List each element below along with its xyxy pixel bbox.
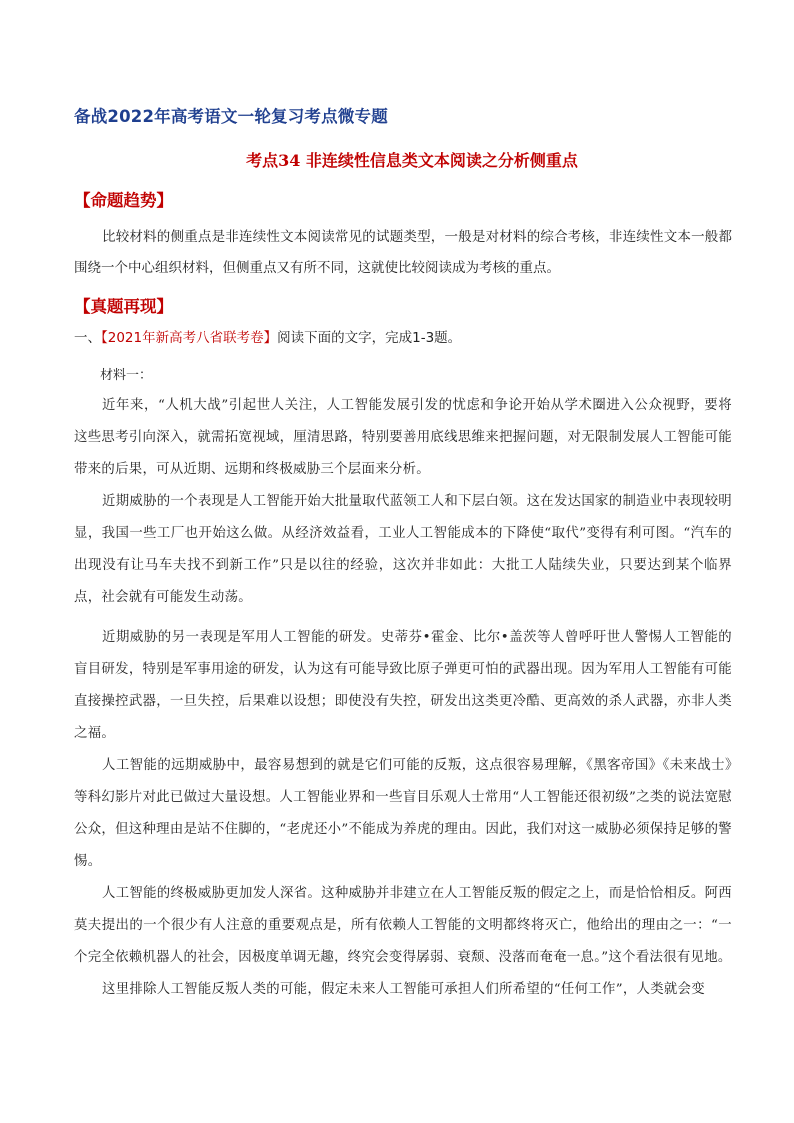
real-heading: 【真题再现】 [74,297,173,316]
paragraph: 人工智能的终极威胁更加发人深省。这种威胁并非建立在人工智能反叛的假定之上，而是恰恰相反。阿西莫夫提出的一个很少有人注意的重要观点是，所有依赖人工智能的文明都终将灭亡，他给出的理由之一：“一个完全依赖机器人的社会，因极度单调无趣，终究会变得孱弱、衰颓、没落而奄奄一息。”这个看法很有见地。 [74,886,732,965]
material-body [74,390,732,1006]
paragraph: 近期威胁的一个表现是人工智能开始大批量取代蓝领工人和下层白领。这在发达国家的制造业中表现较明显，我国一些工厂也开始这么做。从经济效益看，工业人工智能成本的下降使“取代”变得有利可图。“汽车的出现没有让马车夫找不到新工作”只是以往的经验，这次并非如此：大批工人陆续失业，只要达到某个临界点，社会就有可能发生动荡。 [74,494,732,605]
question-source: 【2021年新高考八省联考卷】 [101,330,278,346]
topic-title: 考点34 非连续性信息类文本阅读之分析侧重点 [246,151,578,170]
trend-text: 比较材料的侧重点是非连续性文本阅读常见的试题类型，一般是对材料的综合考核，非连续性文本一般都围绕一个中心组织材料，但侧重点又有所不同，这就使比较阅读成为考核的重点。 [74,229,732,276]
paragraph: 近期威胁的另一表现是军用人工智能的研发。史蒂芬•霍金、比尔•盖茨等人曾呼吁世人警惕人工智能的盲目研发，特别是军事用途的研发，认为这有可能导致比原子弹更可怕的武器出现。因为军用人工智能有可能直接操控武器，一旦失控，后果难以设想；即使没有失控，研发出这类更冷酷、更高效的杀人武器，亦非人类之福。 [74,630,732,741]
material-label: 材料一： [100,368,153,383]
question-line [74,326,461,346]
paragraph: 这里排除人工智能反叛人类的可能，假定未来人工智能可承担人们所希望的“任何工作”，人类就会变 [102,982,705,997]
paragraph: 人工智能的远期威胁中，最容易想到的就是它们可能的反叛，这点很容易理解，《黑客帝国》《未来战士》等科幻影片对此已做过大量设想。人工智能业界和一些盲目乐观人士常用“人工智能还很初级”之类的说法宽慰公众，但这种理由是站不住脚的，“老虎还小”不能成为养虎的理由。因此，我们对这一威胁必须保持足够的警惕。 [74,758,732,869]
paragraph: 近年来，“人机大战”引起世人关注，人工智能发展引发的忧虑和争论开始从学术圈进入公众视野，要将这些思考引向深入，就需拓宽视域，厘清思路，特别要善用底线思维来把握问题，对无限制发展人工智能可能带来的后果，可从近期、远期和终极威胁三个层面来分析。 [74,398,732,477]
series-title: 备战2022年高考语文一轮复习考点微专题 [74,107,388,126]
question-instruction: 阅读下面的文字，完成1-3题。 [277,330,462,346]
question-prefix: 一、 [74,330,101,346]
trend-heading: 【命题趋势】 [74,191,173,210]
